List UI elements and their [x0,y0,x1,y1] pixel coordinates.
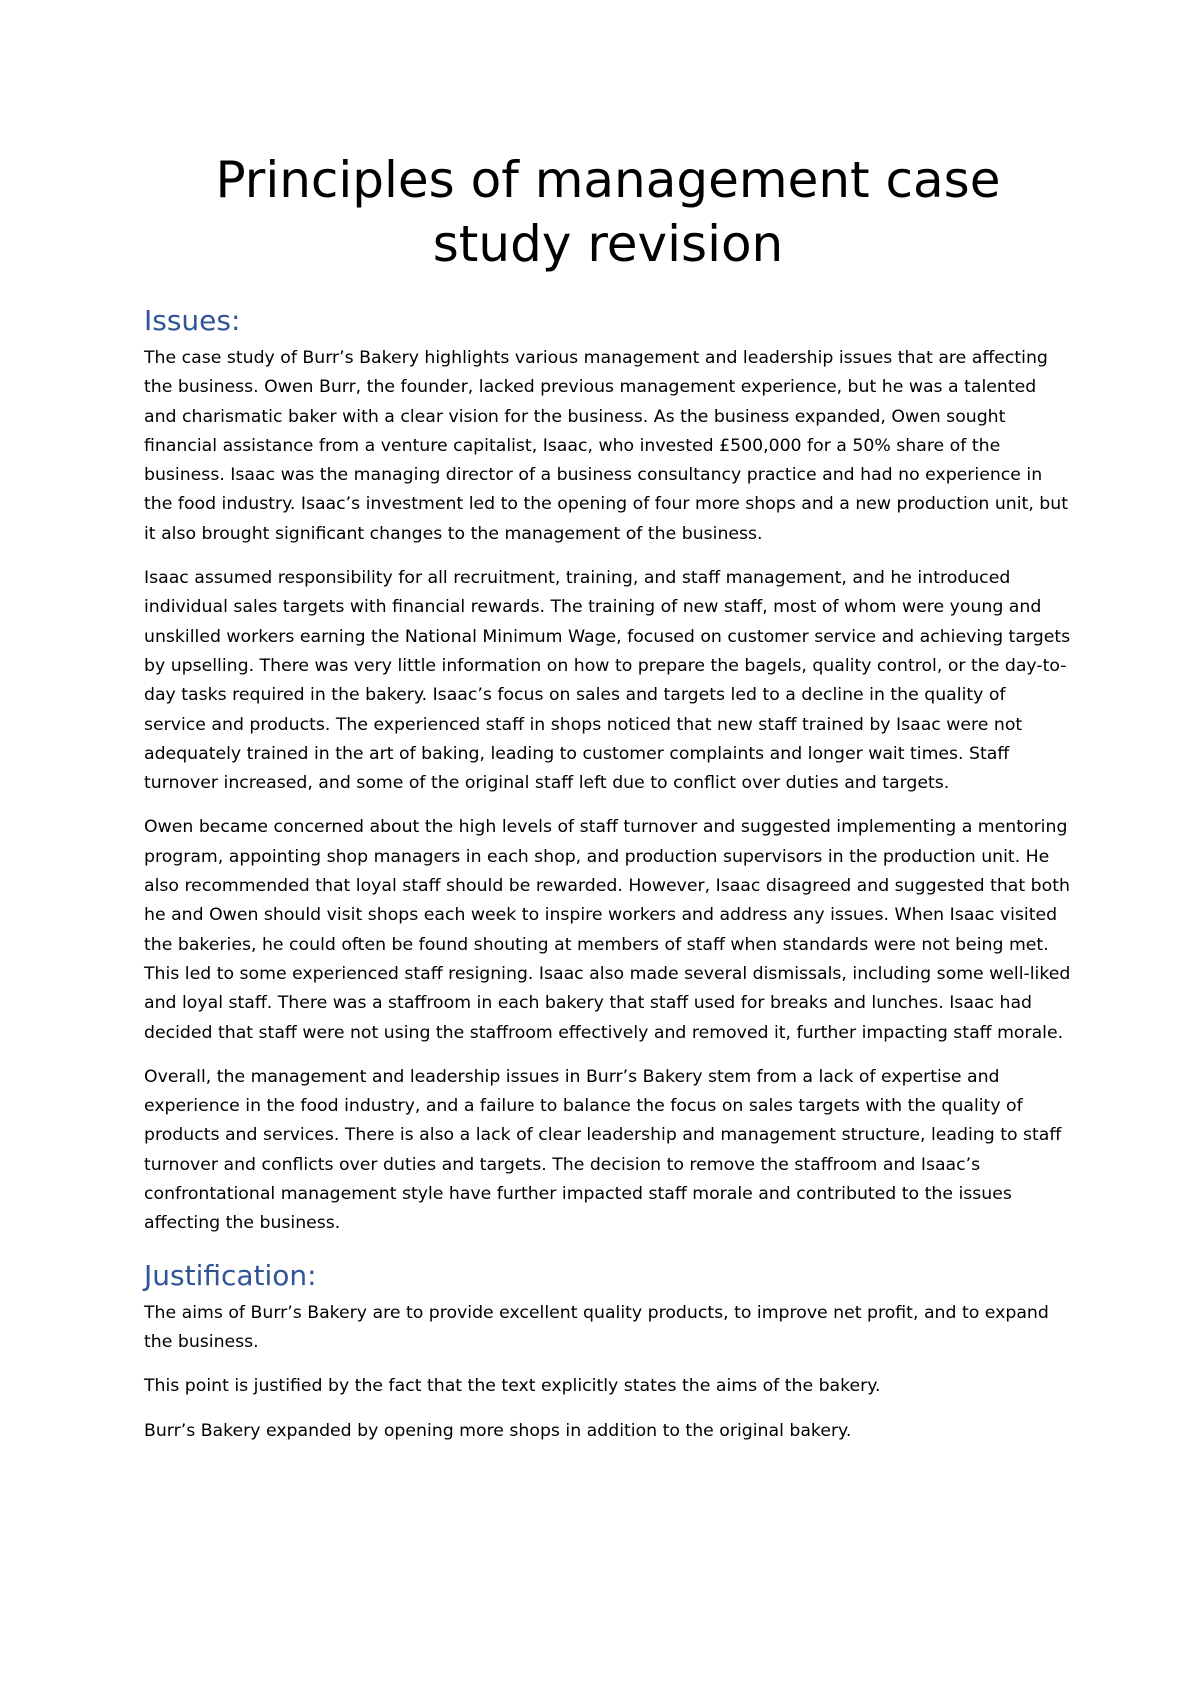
issues-paragraph-1: The case study of Burr’s Bakery highlights various management and leadership issues that are affecting the business. Owen Burr, the founder, lacked previous management experience, but he was a talented and charismatic baker with a clear vision for the business. As the business expanded, Owen sought financial assistance from a venture capitalist, Isaac, who invested £500,000 for a 50% share of the business. Isaac was the managing director of a business consultancy practice and had no experience in the food industry. Isaac’s investment led to the opening of four more shops and a new production unit, but it also brought significant changes to the management of the business. [144,348,1069,544]
issues-paragraph-4: Overall, the management and leadership issues in Burr’s Bakery stem from a lack of expertise and experience in the food industry, and a failure to balance the focus on sales targets with the quality of products and services. There is also a lack of clear leadership and management structure, leading to staff turnover and conflicts over duties and targets. The decision to remove the staffroom and Isaac’s confrontational management style have further impacted staff morale and contributed to the issues affecting the business. [144,1066,1062,1234]
issues-heading: Issues: [144,304,241,337]
justification-paragraph-1: The aims of Burr’s Bakery are to provide excellent quality products, to improve net profit, and to expand the business. [144,1302,1049,1352]
justification-heading: Justification: [144,1258,317,1292]
justification-paragraph-2: This point is justified by the fact that the text explicitly states the aims of the bakery. [144,1376,881,1397]
justification-paragraph-3: Burr’s Bakery expanded by opening more shops in addition to the original bakery. [144,1420,852,1441]
document-title: Principles of management case study revision [215,151,1001,273]
issues-paragraph-2: Isaac assumed responsibility for all recruitment, training, and staff management, and he introduced individual sales targets with financial rewards. The training of new staff, most of whom were young and unskilled workers earning the National Minimum Wage, focused on customer service and achieving targets by upselling. There was very little information on how to prepare the bagels, quality control, or the day-to-day tasks required in the bakery. Isaac’s focus on sales and targets led to a decline in the quality of service and products. The experienced staff in shops noticed that new staff trained by Isaac were not adequately trained in the art of baking, leading to customer complaints and longer wait times. Staff turnover increased, and some of the original staff left due to conflict over duties and targets. [144,568,1071,794]
issues-paragraph-3: Owen became concerned about the high levels of staff turnover and suggested implementing a mentoring program, appointing shop managers in each shop, and production supervisors in the production unit. He also recommended that loyal staff should be rewarded. However, Isaac disagreed and suggested that both he and Owen should visit shops each week to inspire workers and address any issues. When Isaac visited the bakeries, he could often be found shouting at members of staff when standards were not being met. This led to some experienced staff resigning. Isaac also made several dismissals, including some well-liked and loyal staff. There was a staffroom in each bakery that staff used for breaks and lunches. Isaac had decided that staff were not using the staffroom effectively and removed it, further impacting staff morale. [144,817,1071,1043]
